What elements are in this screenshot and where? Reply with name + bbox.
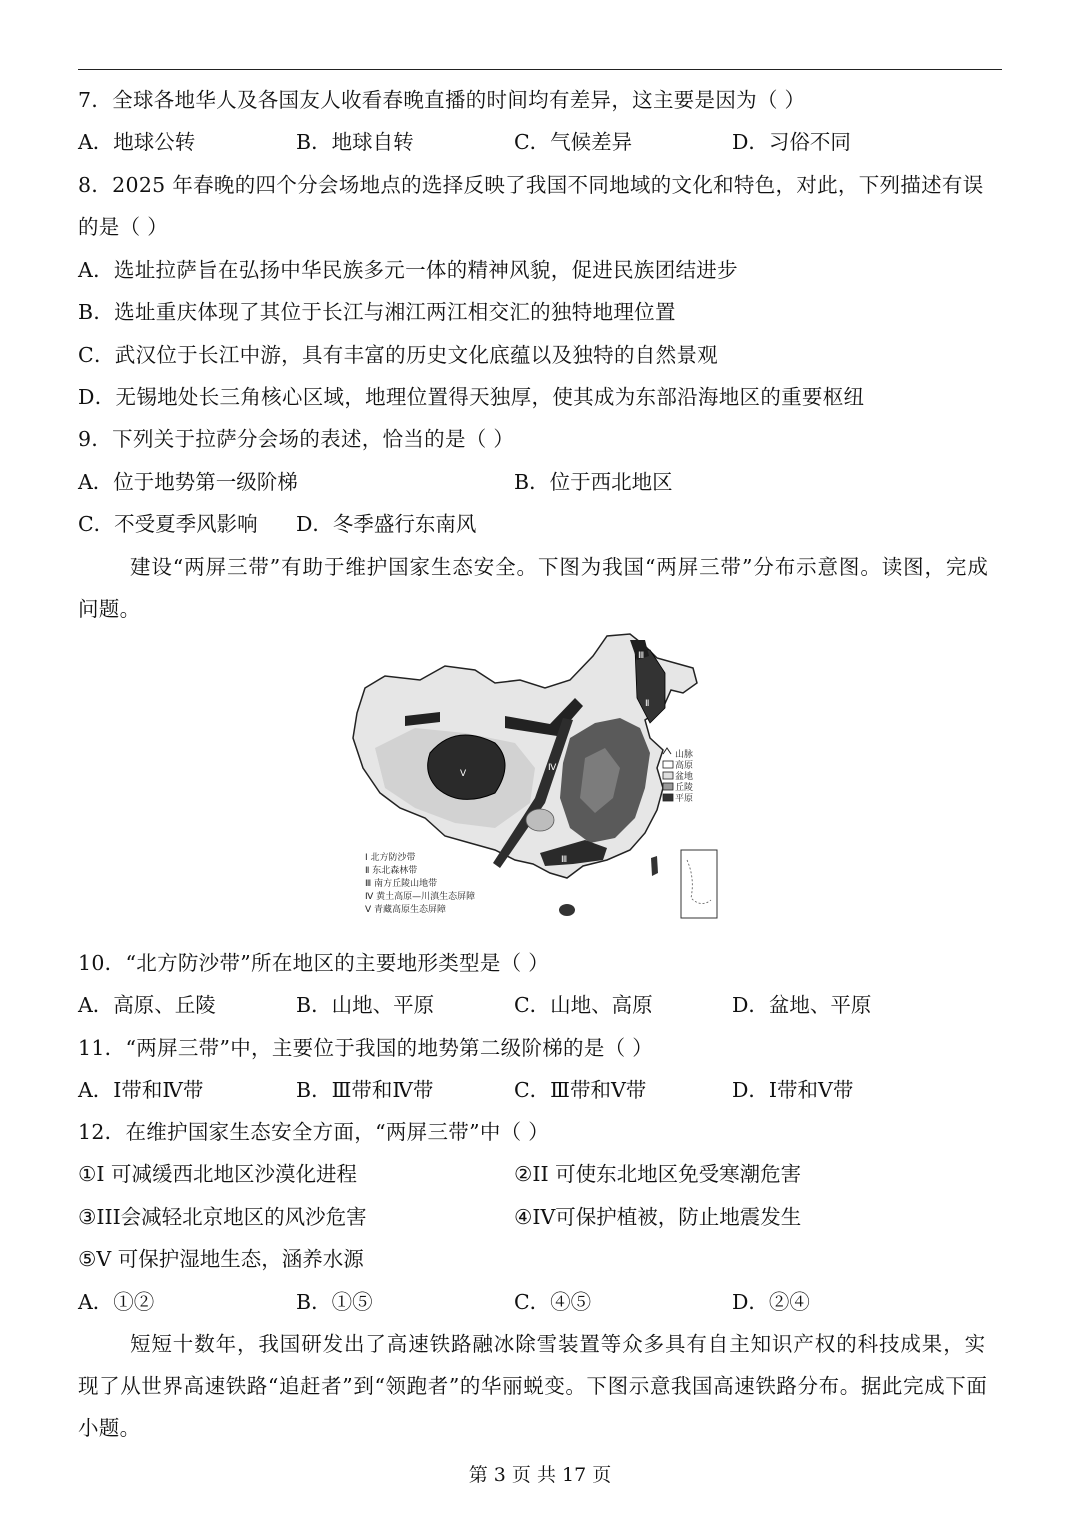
two-screens-three-belts-map (345, 628, 725, 928)
q7-option-c: C．气候差异 (514, 130, 633, 154)
q7-option-a: A．地球公转 (78, 130, 196, 154)
passage-1-line-1: 建设“两屏三带”有助于维护国家生态安全。下图为我国“两屏三带”分布示意图。读图，完成 (130, 555, 989, 579)
q9-option-d: D．冬季盛行东南风 (296, 512, 477, 536)
q11-stem: 11．“两屏三带”中，主要位于我国的地势第二级阶梯的是（ ） (78, 1036, 654, 1060)
mountain-symbol-icon (663, 748, 671, 754)
q10-option-c: C．山地、高原 (514, 993, 653, 1017)
legend-belt-i: Ⅰ 北方防沙带 (365, 853, 416, 863)
legend-basin: 盆地 (675, 772, 694, 782)
q7-option-d: D．习俗不同 (732, 130, 851, 154)
legend-belt-ii: Ⅱ 东北森林带 (365, 866, 418, 876)
passage-2-line-2: 现了从世界高速铁路“追赶者”到“领跑者”的华丽蜕变。下图示意我国高速铁路分布。据此完成下面 (78, 1374, 988, 1398)
q11-option-b: B．Ⅲ带和Ⅳ带 (296, 1078, 434, 1102)
q12-statement-3: ③III会减轻北京地区的风沙危害 (78, 1205, 367, 1229)
belt-legend (365, 851, 475, 915)
passage-1-line-2: 问题。 (78, 597, 141, 621)
q9-option-a: A．位于地势第一级阶梯 (78, 470, 298, 494)
q8-option-c: C．武汉位于长江中游，具有丰富的历史文化底蕴以及独特的自然景观 (78, 343, 718, 367)
q12-statement-4: ④IV可保护植被，防止地震发生 (514, 1205, 802, 1229)
passage-2-line-1: 短短十数年，我国研发出了高速铁路融冰除雪装置等众多具有自主知识产权的科技成果，实 (130, 1332, 986, 1356)
belt-label-iv: Ⅳ (548, 763, 557, 773)
q11-option-a: A．Ⅰ带和Ⅳ带 (78, 1078, 204, 1102)
q12-statement-5: ⑤V 可保护湿地生态，涵养水源 (78, 1247, 364, 1271)
legend-belt-iii: Ⅲ 南方丘陵山地带 (365, 879, 438, 889)
q12-option-b: B．①⑤ (296, 1290, 373, 1314)
q12-stem: 12．在维护国家生态安全方面，“两屏三带”中（ ） (78, 1120, 550, 1144)
legend-plain: 平原 (675, 794, 694, 804)
header-rule (78, 69, 1002, 70)
q8-option-a: A．选址拉萨旨在弘扬中华民族多元一体的精神风貌，促进民族团结进步 (78, 258, 738, 282)
q10-option-a: A．高原、丘陵 (78, 993, 216, 1017)
q10-option-b: B．山地、平原 (296, 993, 435, 1017)
belt-label-ii: Ⅱ (645, 699, 650, 709)
legend-mountain: 山脉 (675, 750, 694, 760)
q8-option-b: B．选址重庆体现了其位于长江与湘江两江相交汇的独特地理位置 (78, 300, 676, 324)
belt-label-v: Ⅴ (460, 769, 467, 779)
q9-option-c: C．不受夏季风影响 (78, 512, 258, 536)
q7-option-b: B．地球自转 (296, 130, 414, 154)
legend-hills: 丘陵 (675, 783, 694, 793)
q12-option-d: D．②④ (732, 1290, 810, 1314)
page-footer: 第 3 页 共 17 页 (468, 1464, 612, 1486)
q8-stem-line-1: 8．2025 年春晚的四个分会场地点的选择反映了我国不同地域的文化和特色，对此，下列描述有误 (78, 173, 984, 197)
legend-belt-v: Ⅴ 青藏高原生态屏障 (365, 905, 447, 915)
belt-label-iii-north: Ⅲ (638, 651, 645, 661)
q9-stem: 9．下列关于拉萨分会场的表述，恰当的是（ ） (78, 427, 515, 451)
legend-plateau: 高原 (675, 761, 694, 771)
q12-option-a: A．①② (78, 1290, 155, 1314)
terrain-legend (663, 748, 693, 804)
q10-option-d: D．盆地、平原 (732, 993, 872, 1017)
q12-statement-1: ①I 可减缓西北地区沙漠化进程 (78, 1162, 357, 1186)
q12-statement-2: ②II 可使东北地区免受寒潮危害 (514, 1162, 802, 1186)
q8-option-d: D．无锡地处长三角核心区域，地理位置得天独厚，使其成为东部沿海地区的重要枢纽 (78, 385, 865, 409)
belt-label-iii-south: Ⅲ (561, 855, 568, 865)
q8-stem-line-2: 的是（ ） (78, 215, 169, 239)
q11-option-c: C．Ⅲ带和Ⅴ带 (514, 1078, 647, 1102)
belt-v-shape (428, 735, 505, 799)
china-map-figure (345, 628, 725, 928)
q11-option-d: D．Ⅰ带和Ⅴ带 (732, 1078, 854, 1102)
passage-2-line-3: 小题。 (78, 1416, 141, 1440)
q12-option-c: C．④⑤ (514, 1290, 592, 1314)
legend-belt-iv: Ⅳ 黄土高原—川滇生态屏障 (365, 892, 476, 902)
q9-option-b: B．位于西北地区 (514, 470, 673, 494)
q7-stem: 7．全球各地华人及各国友人收看春晚直播的时间均有差异，这主要是因为（ ） (78, 88, 806, 112)
q10-stem: 10．“北方防沙带”所在地区的主要地形类型是（ ） (78, 951, 550, 975)
